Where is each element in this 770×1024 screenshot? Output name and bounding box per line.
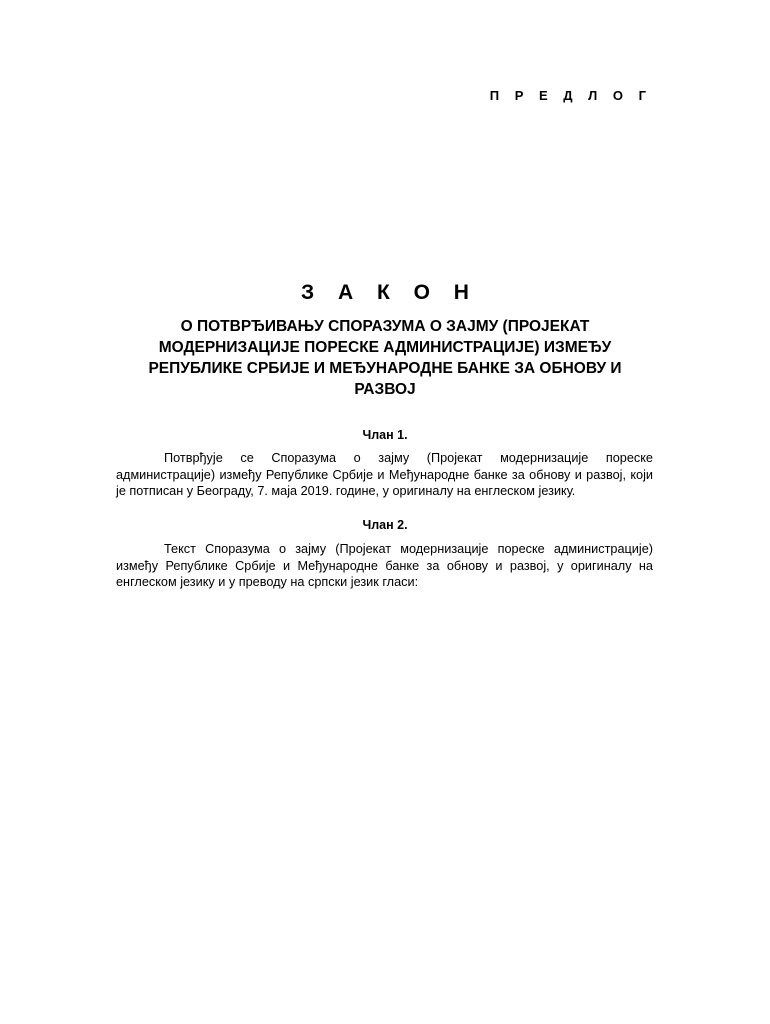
article-1-text: Потврђује се Споразума о зајму (Пројекат модернизације пореске администрације) између Републике Србије и Међународне банке за обнову и развој, који је потписан у Београду, 7. маја 2019. године, у оригиналу на енглеском језику.	[116, 451, 653, 498]
article-2-text: Текст Споразума о зајму (Пројекат модернизације пореске администрације) између Републике Србије и Међународне банке за обнову и развој, у оригиналу на енглеском језику и у преводу на српски језик гласи:	[116, 542, 653, 589]
law-title: З А К О Н	[301, 281, 478, 304]
article-2-heading: Члан 2.	[362, 518, 408, 532]
law-subtitle: О ПОТВРЂИВАЊУ СПОРАЗУМА О ЗАЈМУ (ПРОЈЕКАТ МОДЕРНИЗАЦИЈЕ ПОРЕСКЕ АДМИНИСТРАЦИЈЕ) ИЗМЕЂУ РЕПУБЛИКЕ СРБИЈЕ И МЕЂУНАРОДНЕ БАНКЕ ЗА ОБНОВУ И РАЗВОЈ	[148, 318, 622, 398]
proposal-marker: П Р Е Д Л О Г	[489, 88, 652, 103]
article-1-heading: Члан 1.	[362, 428, 408, 442]
